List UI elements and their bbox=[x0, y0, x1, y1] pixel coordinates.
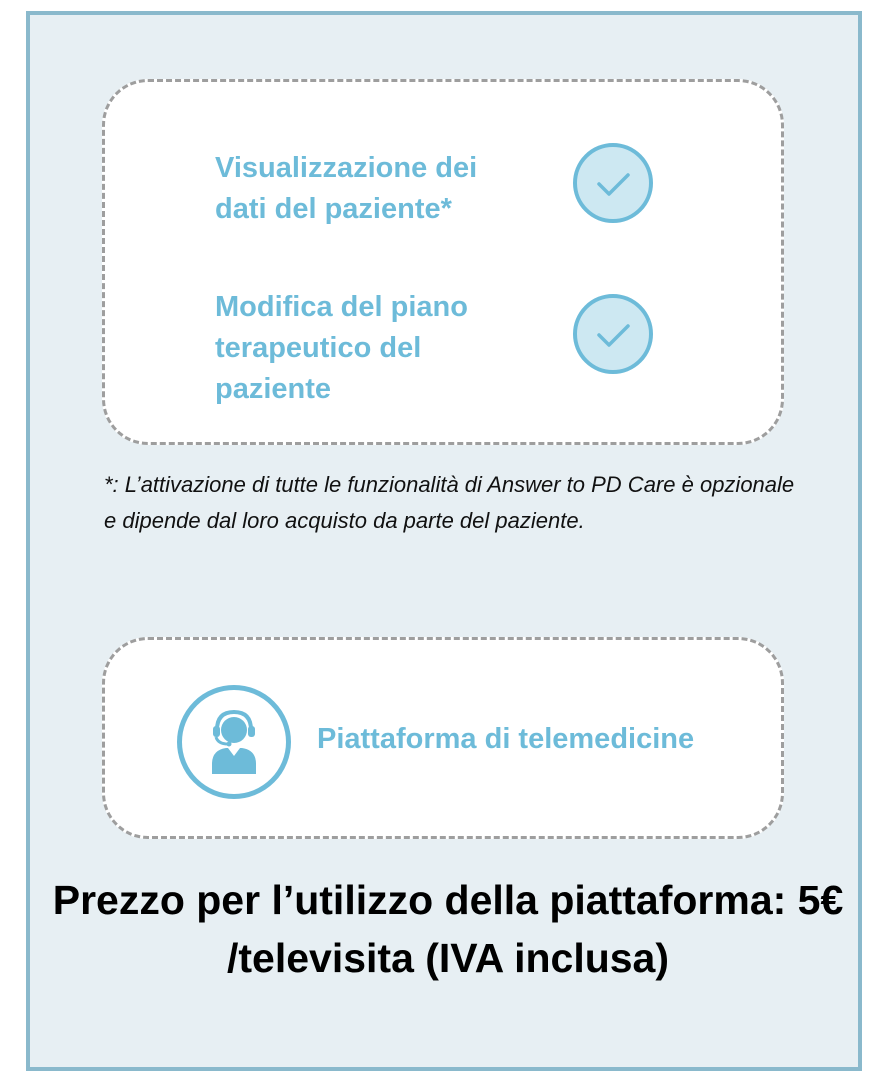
footnote: *: L’attivazione di tutte le funzionalità di Answer to PD Care è opzionale e dipende dal loro acquisto da parte del paziente. bbox=[104, 472, 795, 533]
check-circle-icon bbox=[573, 143, 653, 223]
support-agent-icon bbox=[177, 685, 291, 799]
telemedicine-card bbox=[102, 637, 784, 839]
pricing-panel bbox=[26, 11, 862, 1071]
feature-label-therapy-plan: Modifica del piano terapeutico del paziente bbox=[215, 291, 468, 405]
price-statement: Prezzo per l’utilizzo della piattaforma: 5€ /televisita (IVA inclusa) bbox=[52, 877, 844, 981]
features-card bbox=[102, 79, 784, 445]
feature-label-patient-data: Visualizzazione dei dati del paziente* bbox=[215, 152, 478, 225]
check-circle-icon bbox=[573, 294, 653, 374]
telemedicine-label: Piattaforma di telemedicine bbox=[317, 723, 695, 755]
